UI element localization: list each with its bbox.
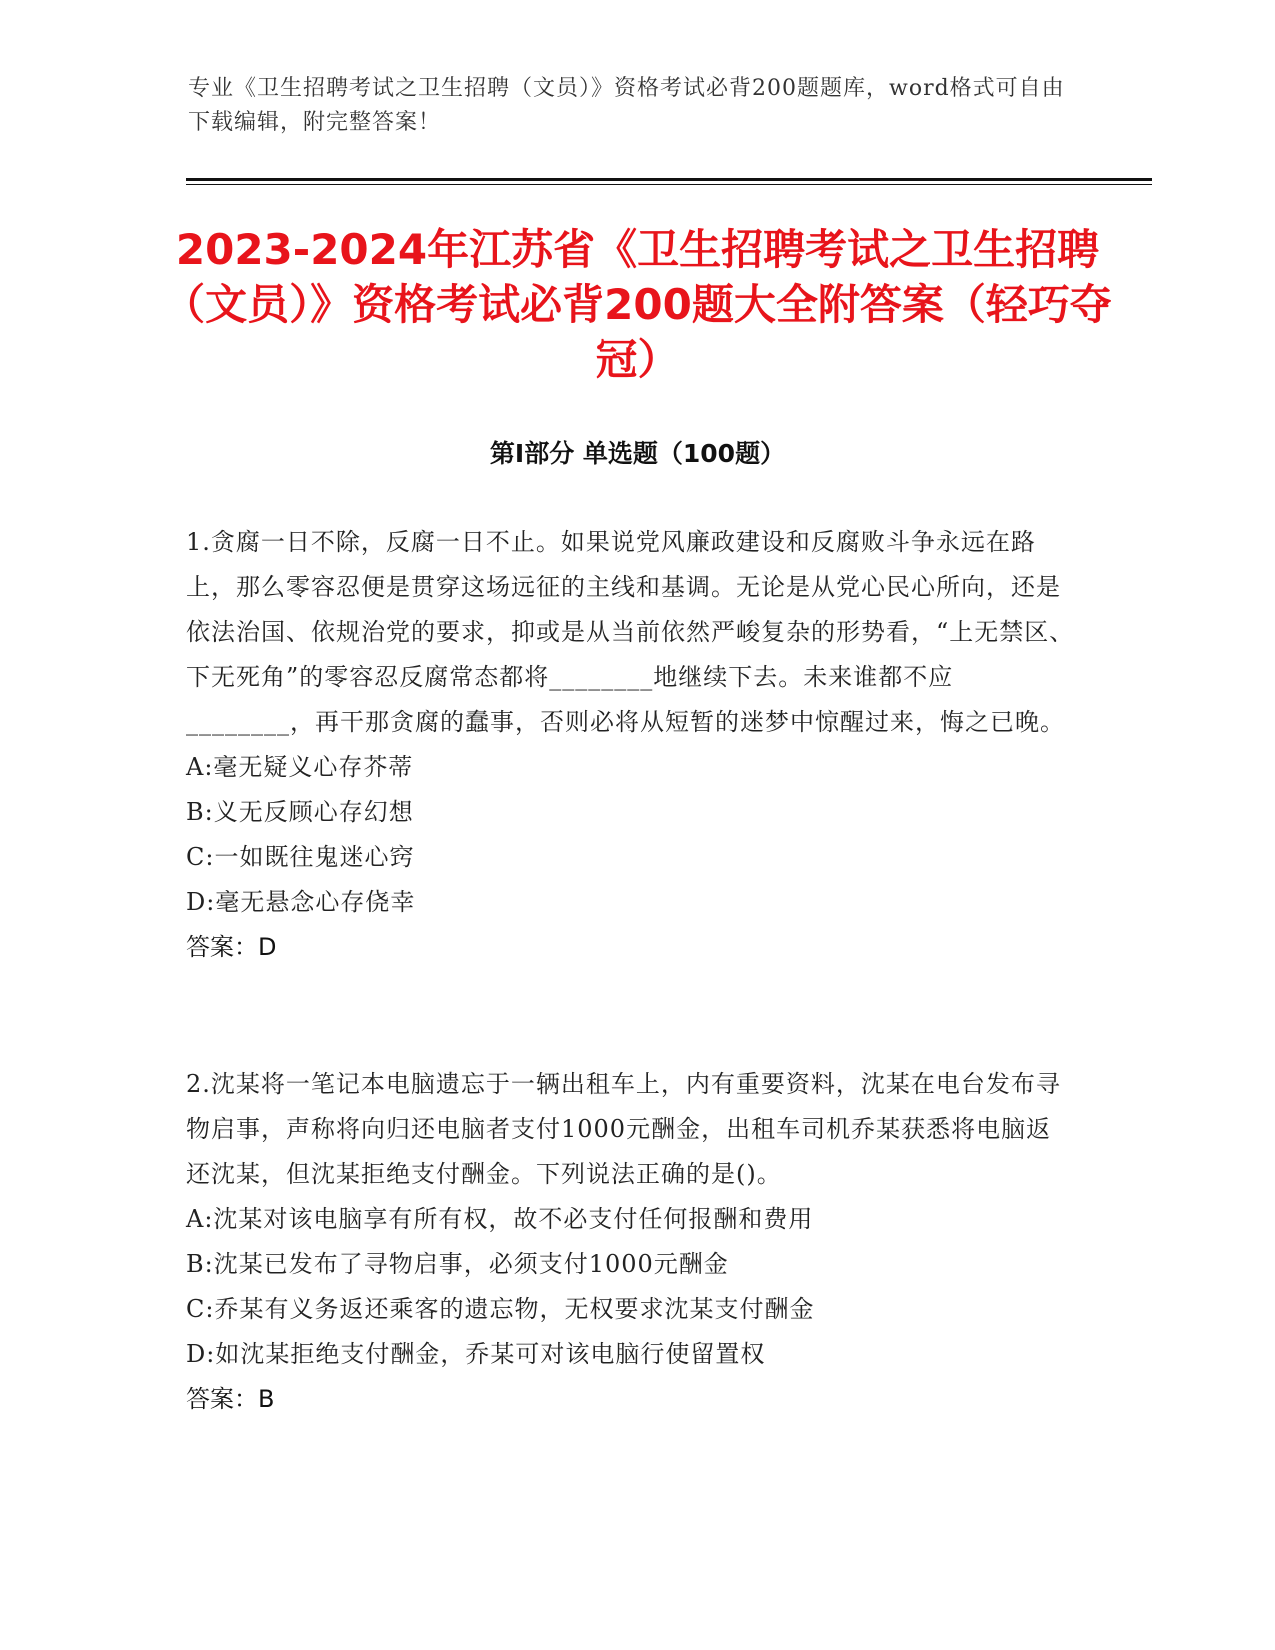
question-1: [186, 520, 1076, 970]
option-d: D:如沈某拒绝支付酬金，乔某可对该电脑行使留置权: [186, 1340, 766, 1368]
option-c: C:一如既往鬼迷心窍: [186, 843, 415, 871]
document-title: 2023-2024年江苏省《卫生招聘考试之卫生招聘（文员）》资格考试必背200题大全附答案（轻巧夺冠）: [163, 225, 1112, 384]
option-list: [186, 745, 1076, 925]
question-stem: 1.贪腐一日不除，反腐一日不止。如果说党风廉政建设和反腐败斗争永远在路上，那么零容忍便是贯穿这场远征的主线和基调。无论是从党心民心所向，还是依法治国、依规治党的要求，抑或是从当前依然严峻复杂的形势看，“上无禁区、下无死角”的零容忍反腐常态都将________地继续下去。未来谁都不应________，再干那贪腐的蠢事，否则必将从短暂的迷梦中惊醒过来，悔之已晚。: [186, 528, 1075, 736]
header-note: 专业《卫生招聘考试之卫生招聘（文员）》资格考试必背200题题库，word格式可自由下载编辑，附完整答案！: [188, 76, 1065, 135]
option-a: A:毫无疑义心存芥蒂: [186, 753, 414, 781]
option-b: B:义无反顾心存幻想: [186, 798, 414, 826]
option-a: A:沈某对该电脑享有所有权，故不必支付任何报酬和费用: [186, 1205, 814, 1233]
question-2: [186, 1062, 1076, 1422]
option-d: D:毫无悬念心存侥幸: [186, 888, 416, 916]
answer-label: 答案：D: [186, 933, 277, 961]
header-divider-thin: [186, 184, 1152, 185]
option-list: [186, 1197, 1076, 1377]
question-stem: 2.沈某将一笔记本电脑遗忘于一辆出租车上，内有重要资料，沈某在电台发布寻物启事，声称将向归还电脑者支付1000元酬金，出租车司机乔某获悉将电脑返还沈某，但沈某拒绝支付酬金。下列说法正确的是()。: [186, 1070, 1061, 1188]
header-divider: [186, 178, 1152, 181]
answer-label: 答案：B: [186, 1385, 275, 1413]
section-title: 第Ⅰ部分 单选题（100题）: [489, 439, 786, 468]
option-b: B:沈某已发布了寻物启事，必须支付1000元酬金: [186, 1250, 729, 1278]
option-c: C:乔某有义务返还乘客的遗忘物，无权要求沈某支付酬金: [186, 1295, 815, 1323]
